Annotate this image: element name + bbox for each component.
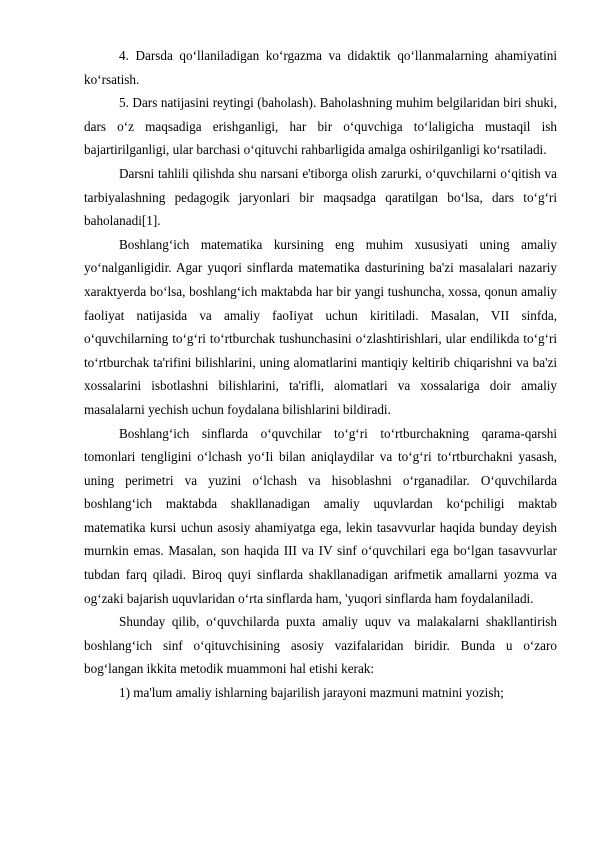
paragraph-item-5: 5. Dars natijasini reytingi (baholash). Baholashning muhim belgilaridan biri shuki, dars o‘z maqsadiga erishganligi, har bir o‘quvchiga to‘laligicha mustaqil ish bajartirilganligi, ular barchasi o‘qituvchi rahbarligida amalga oshirilganligi ko‘rsatiladi.	[84, 95, 557, 158]
paragraph-item-4: 4. Darsda qo‘llaniladigan ko‘rgazma va didaktik qo‘llanmalarning ahamiyatini ko‘rsatish.	[84, 48, 557, 87]
paragraph-practical-orientation: Boshlang‘ich matematika kursining eng muhim xususiyati uning amaliy yo‘nalganligidir. Agar yuqori sinflarda matematika dasturining ba'zi masalalari nazariy xaraktyerda bo‘lsa, boshlang‘ich maktabda har bir yangi tushuncha, xossa, qonun amaliy faoliyat natijasida va amaliy faoIiyat uchun kiritiladi. Masalan, VII sinfda, o‘quvchilarning to‘g‘ri to‘rtburchak tushunchasini o‘zlashtirishlari, ular endilikda to‘g‘ri to‘rtburchak ta'rifini bilishlarini, uning alomatlarini mantiqiy keltirib chiqarishni va ba'zi xossalarini isbotlashni bilishlarini, ta'rifli, alomatlari va xossalariga doir amaliy masalalarni yechish uchun foydalana bilishlarini bildiradi.	[84, 236, 557, 417]
document-page	[84, 44, 557, 705]
paragraph-teacher-tasks: Shunday qilib, o‘quvchilarda puxta amaliy uquv va malakalarni shakllantirish boshlang‘ich sinf o‘qituvchisining asosiy vazifalaridan biridir. Bunda u o‘zaro bog‘langan ikkita metodik muammoni hal etishi kerak:	[84, 614, 557, 677]
paragraph-lesson-analysis: Darsni tahlili qilishda shu narsani e'tiborga olish zarurki, o‘quvchilarni o‘qitish va tarbiyalashning pedagogik jaryonlari bir maqsadga qaratilgan bo‘lsa, dars to‘g‘ri baholanadi[1].	[84, 165, 557, 229]
paragraph-list-item-1: 1) ma'lum amaliy ishlarning bajarilish jarayoni mazmuni matnini yozish;	[119, 685, 504, 701]
paragraph-rectangle-skills: Boshlang‘ich sinflarda o‘quvchilar to‘g‘ri to‘rtburchakning qarama-qarshi tomonlari tengligini o‘lchash yo‘Ii bilan aniqlaydilar va to‘g‘ri to‘rtburchakni yasash, uning perimetri va yuzini o‘lchash va hisoblashni o‘rganadilar. O‘quvchilarda boshlang‘ich maktabda shakllanadigan amaliy uquvlardan ko‘pchiligi maktab matematika kursi uchun asosiy ahamiyatga ega, lekin tasavvurlar haqida bunday deyish murnkin emas. Masalan, son haqida III va IV sinf o‘quvchilari ega bo‘lgan tasavvurlar tubdan farq qiladi. Biroq quyi sinflarda shakllanadigan arifmetik amallarni yozma va og‘zaki bajarish uquvlaridan o‘rta sinflarda ham, 'yuqori sinflarda ham foydalaniladi.	[84, 425, 557, 606]
